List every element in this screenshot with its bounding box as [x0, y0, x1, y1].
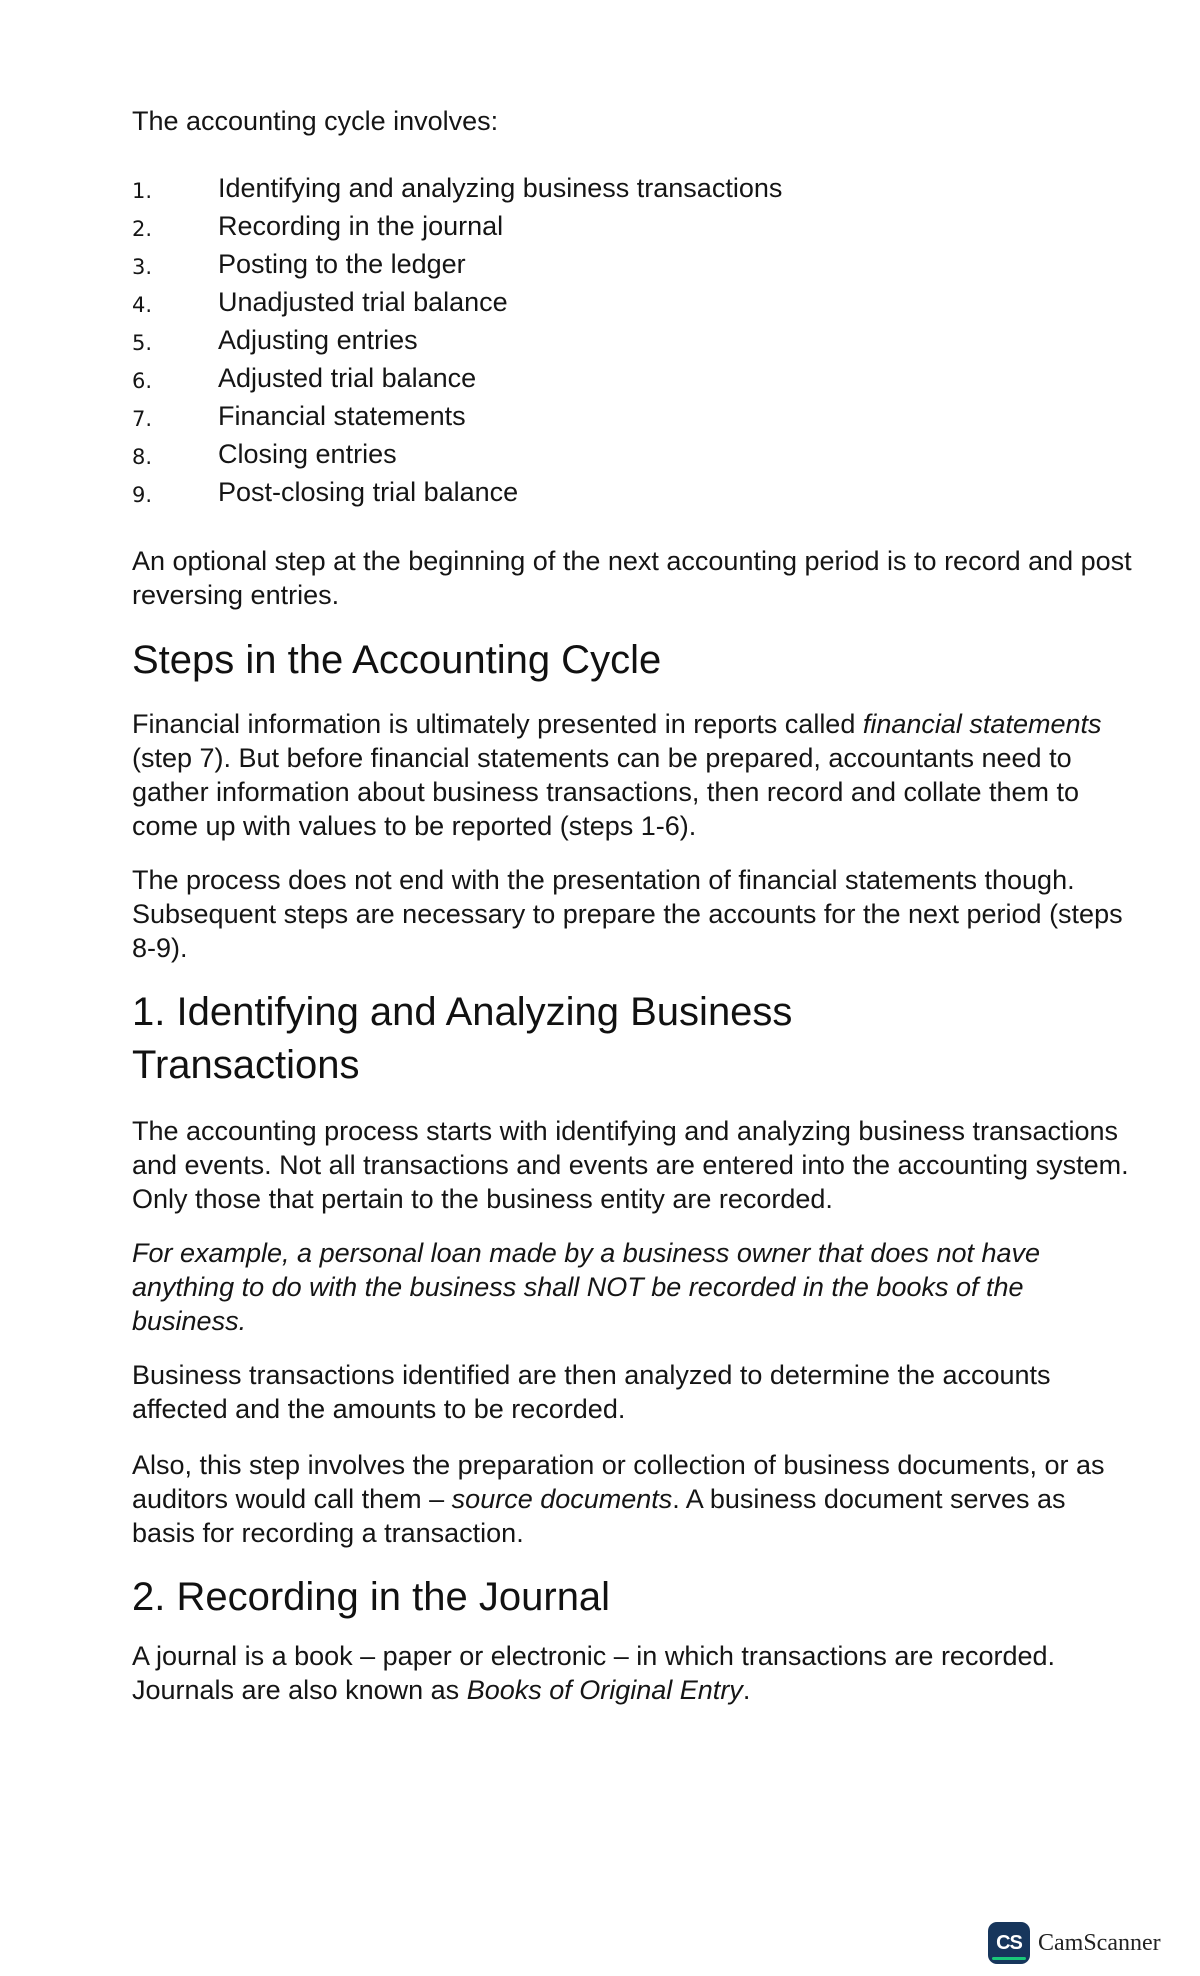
list-item-number: 3.	[132, 255, 153, 279]
section-one-paragraph-3	[132, 1448, 1132, 1550]
section-two-p1-start: A journal is a book – paper or electronic – in which transactions are recorded. Journals are also known as	[132, 1641, 1056, 1705]
intro-text: The accounting cycle involves:	[132, 106, 499, 136]
section-two-heading: 2. Recording in the Journal	[132, 1575, 611, 1619]
list-item-number: 7.	[132, 407, 153, 431]
list-item-label: Posting to the ledger	[218, 249, 466, 279]
list-item	[132, 475, 1132, 513]
camscanner-logo-icon: CS	[988, 1922, 1030, 1964]
books-of-original-entry-term: Books of Original Entry	[466, 1675, 743, 1705]
list-item	[132, 247, 1132, 285]
section-one-p3-end: . A business document serves as basis for recording a transaction.	[132, 1484, 1066, 1548]
list-item	[132, 285, 1132, 323]
list-item-label: Identifying and analyzing business transactions	[218, 173, 783, 203]
section-one-paragraph-2: Business transactions identified are then analyzed to determine the accounts affected and the amounts to be recorded.	[132, 1360, 1051, 1424]
list-item-number: 1.	[132, 179, 153, 203]
list-item	[132, 437, 1132, 475]
list-item-number: 9.	[132, 483, 153, 507]
financial-statements-term: financial statements	[862, 709, 1102, 739]
steps-heading: Steps in the Accounting Cycle	[132, 638, 662, 682]
camscanner-watermark	[988, 1922, 1161, 1964]
list-item-label: Adjusted trial balance	[218, 363, 477, 393]
list-item-label: Unadjusted trial balance	[218, 287, 508, 317]
list-item-number: 5.	[132, 331, 153, 355]
list-item	[132, 171, 1132, 209]
steps-p1-end: (step 7). But before financial statements can be prepared, accountants need to gather information about business transactions, then record and collate them to come up with values to be reported (steps 1-6).	[132, 743, 1080, 841]
list-item-label: Closing entries	[218, 439, 397, 469]
source-documents-term: source documents	[451, 1484, 673, 1514]
list-item-label: Adjusting entries	[218, 325, 418, 355]
section-two-paragraph-1	[132, 1639, 1132, 1707]
list-item	[132, 323, 1132, 361]
section-one-heading-line2: Transactions	[132, 1043, 360, 1087]
section-one-example: For example, a personal loan made by a business owner that does not have anything to do with the business shall NOT be recorded in the books of the business.	[132, 1238, 1041, 1336]
section-two-p1-end: .	[742, 1675, 751, 1705]
list-item	[132, 399, 1132, 437]
accounting-cycle-list	[132, 171, 1132, 513]
section-one-heading	[132, 986, 1132, 1092]
list-item	[132, 361, 1132, 399]
list-item-label: Post-closing trial balance	[218, 477, 519, 507]
list-item-number: 6.	[132, 369, 153, 393]
steps-paragraph-2: The process does not end with the presentation of financial statements though. Subsequent steps are necessary to prepare the accounts for the next period (steps 8-9).	[132, 865, 1123, 963]
list-item-label: Financial statements	[218, 401, 466, 431]
steps-paragraph-1	[132, 707, 1132, 843]
section-one-heading-line1: 1. Identifying and Analyzing Business	[132, 990, 793, 1034]
steps-p1-start: Financial information is ultimately presented in reports called	[132, 709, 863, 739]
section-one-paragraph-1: The accounting process starts with identifying and analyzing business transactions and events. Not all transactions and events are entered into the accounting system. Only those that pertain to the business entity are recorded.	[132, 1116, 1129, 1214]
list-item-number: 4.	[132, 293, 153, 317]
list-item-label: Recording in the journal	[218, 211, 504, 241]
list-item	[132, 209, 1132, 247]
optional-step-note: An optional step at the beginning of the next accounting period is to record and post reversing entries.	[132, 546, 1132, 610]
list-item-number: 2.	[132, 217, 153, 241]
section-one-p3-start: Also, this step involves the preparation or collection of business documents, or as auditors would call them –	[132, 1450, 1105, 1514]
list-item-number: 8.	[132, 445, 153, 469]
camscanner-wordmark: CamScanner	[1038, 1929, 1161, 1956]
document-page	[132, 104, 1132, 1707]
